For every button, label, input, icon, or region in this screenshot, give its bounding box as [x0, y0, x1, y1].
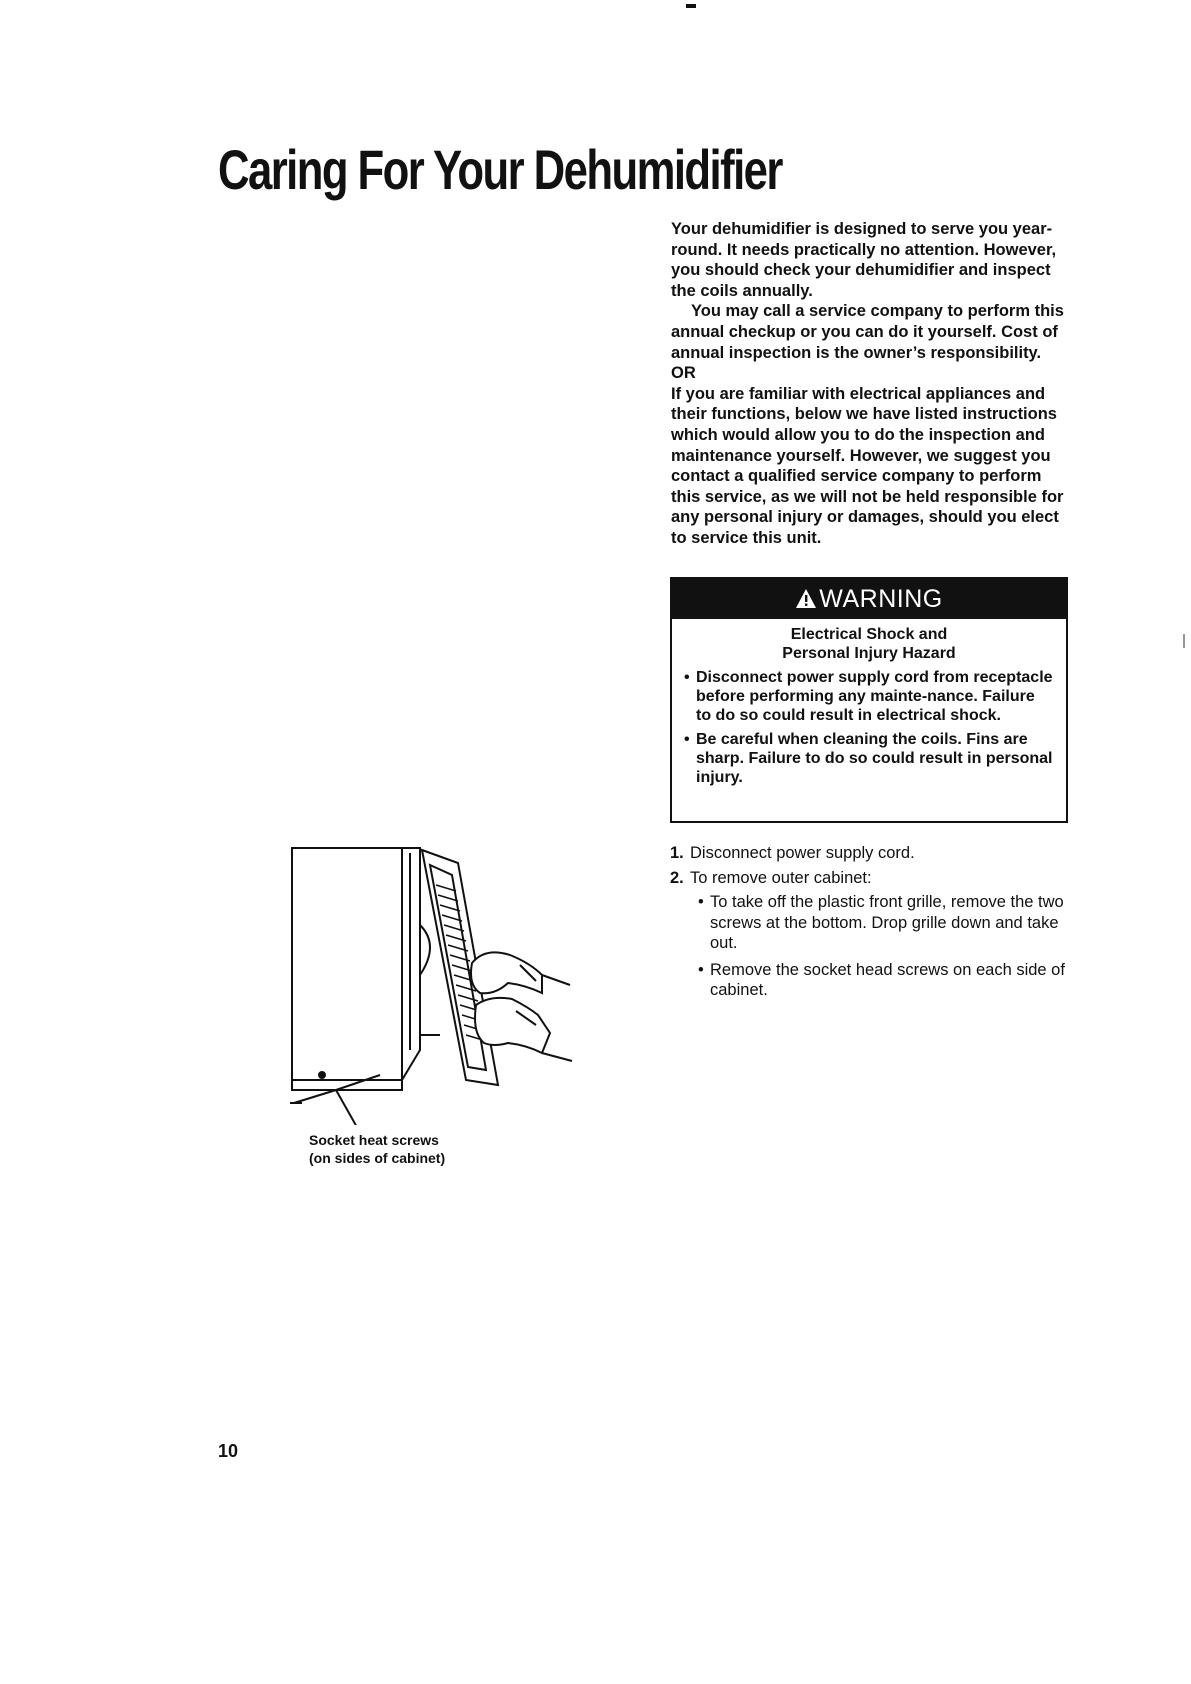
page-title: Caring For Your Dehumidifier: [218, 138, 782, 201]
warning-triangle-icon: [795, 588, 817, 610]
warning-box: [670, 577, 1068, 823]
intro-or: OR: [671, 364, 696, 383]
figure-caption: [309, 1131, 445, 1167]
step-item: [670, 843, 1080, 864]
warning-title: WARNING: [819, 584, 943, 613]
step-number: 2.: [670, 868, 684, 887]
page-number: 10: [218, 1441, 239, 1461]
scan-mark: [686, 4, 696, 8]
scan-edge-mark: [1183, 634, 1185, 648]
intro-section: [671, 219, 1071, 549]
substep-item: [698, 892, 1080, 954]
step-item: [670, 868, 1080, 889]
warning-item: [684, 730, 1054, 787]
maintenance-steps: [670, 843, 1080, 1007]
step-text: Disconnect power supply cord.: [690, 844, 915, 862]
warning-item-text: Be careful when cleaning the coils. Fins are sharp. Failure to do so could result in personal injury.: [696, 731, 1053, 786]
intro-paragraph-2: You may call a service company to perform this annual checkup or you can do it yourself. Cost of annual inspection is the owner’s responsibility.: [671, 302, 1064, 362]
dehumidifier-illustration: [280, 835, 600, 1125]
figure-caption-line-2: (on sides of cabinet): [309, 1150, 446, 1166]
substep-text: Remove the socket head screws on each side of cabinet.: [710, 960, 1065, 999]
figure-caption-line-1: Socket heat screws: [309, 1132, 439, 1148]
warning-subtitle-2: Personal Injury Hazard: [782, 645, 956, 662]
intro-paragraph-3: If you are familiar with electrical appliances and their functions, below we have listed instructions which would allow you to do the inspection and maintenance yourself. However, we suggest you contact a qualified service company to perform this service, as we will not be held responsible for any personal injury or damages, should you elect to service this unit.: [671, 384, 1064, 547]
warning-subtitle-1: Electrical Shock and: [790, 626, 948, 643]
warning-item-text: Disconnect power supply cord from receptacle before performing any mainte-nance. Failure to do so could result in electrical shock.: [696, 669, 1053, 724]
intro-paragraph-1: Your dehumidifier is designed to serve you year-round. It needs practically no attention. However, you should check your dehumidifier and inspect the coils annually.: [671, 220, 1057, 300]
bullet-icon: •: [684, 731, 690, 748]
warning-body: [672, 619, 1066, 787]
step-text: To remove outer cabinet:: [690, 868, 872, 887]
substep-item: [698, 960, 1080, 1001]
bullet-icon: •: [698, 893, 704, 911]
step-number: 1.: [670, 844, 684, 862]
warning-item: [684, 668, 1054, 725]
warning-header: [672, 579, 1066, 619]
substep-text: To take off the plastic front grille, remove the two screws at the bottom. Drop grille down and take out.: [710, 893, 1064, 952]
substep-list: [698, 892, 1080, 1001]
bullet-icon: •: [698, 960, 704, 979]
bullet-icon: •: [684, 669, 690, 686]
